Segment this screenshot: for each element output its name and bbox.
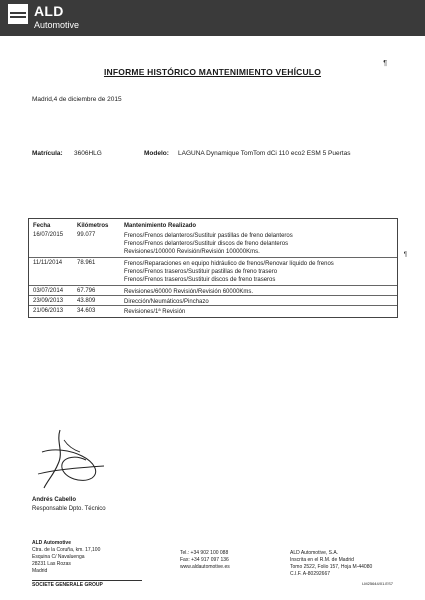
- signer-role: Responsable Dpto. Técnico: [32, 506, 106, 512]
- row-km: 99.077: [77, 232, 96, 238]
- signer-name: Andrés Cabello: [32, 497, 77, 503]
- model-value: LAGUNA Dynamique TomTom dCi 110 eco2 ESM 5 Puertas: [178, 150, 351, 157]
- row-work: [124, 232, 293, 257]
- footer-line: Inscrita en el R.M. de Madrid: [290, 557, 354, 563]
- work-line: Frenos/Frenos delanteros/Sustituir discos de freno delanteros: [124, 241, 289, 248]
- model-label: Modelo:: [144, 150, 169, 157]
- row-km: 67.796: [77, 288, 96, 294]
- footer-tel: Tel.: +34 902 100 088: [180, 550, 229, 556]
- footer-fax: Fax: +34 917 097 136: [180, 557, 229, 563]
- footer-code: LM25644/01.ES7: [362, 581, 393, 586]
- row-work: [124, 308, 185, 316]
- footer-line: Ctra. de la Coruña, km. 17,100: [32, 547, 101, 553]
- work-line: Frenos/Reparaciones en equipo hidráulico de frenos/Renovar líquido de frenos: [124, 261, 334, 267]
- work-line: Frenos/Frenos traseros/Sustituir discos de freno traseros: [124, 277, 276, 284]
- row-km: 34.603: [77, 308, 96, 314]
- header-work: Mantenimiento Realizado: [124, 223, 197, 229]
- footer-line: Esquina C/ Navaluenga: [32, 554, 85, 560]
- footer-group: SOCIETE GENERALE GROUP: [32, 580, 142, 589]
- work-line: Frenos/Frenos delanteros/Sustituir pastillas de freno delanteros: [124, 233, 293, 239]
- footer-line: Tomo 2522, Folio 157, Hoja M-44080: [290, 564, 373, 570]
- row-date: 16/07/2015: [33, 232, 64, 238]
- plate-value: 3606HLG: [74, 150, 102, 157]
- row-work: [124, 288, 253, 296]
- row-km: 78.961: [77, 260, 96, 266]
- table-row: [29, 296, 397, 306]
- footer-line: C.I.F. A-80292667: [290, 571, 331, 577]
- row-date: 21/06/2013: [33, 308, 64, 314]
- footer: [0, 540, 425, 600]
- work-line: Revisiones/60000 Revisión/Revisión 60000Kms.: [124, 289, 254, 295]
- footer-registry: [290, 550, 372, 578]
- footer-address: [32, 540, 100, 575]
- footer-contact: [180, 550, 230, 571]
- row-km: 43.809: [77, 298, 96, 304]
- row-work: [124, 260, 334, 285]
- header-date: Fecha: [33, 223, 51, 229]
- table-row: [29, 286, 397, 296]
- row-work: [124, 298, 209, 306]
- work-line: Frenos/Frenos traseros/Sustituir pastillas de freno trasero: [124, 269, 278, 276]
- header-bar: [0, 0, 425, 36]
- table-row: [29, 258, 397, 286]
- side-mark: ¶: [403, 252, 407, 258]
- document-title: INFORME HISTÓRICO MANTENIMIENTO VEHÍCULO: [103, 67, 322, 77]
- footer-line: ALD Automotive, S.A.: [290, 550, 339, 556]
- row-date: 11/11/2014: [33, 260, 63, 266]
- signature: [34, 422, 114, 497]
- header-km: Kilómetros: [77, 223, 109, 229]
- brand-sub: Automotive: [34, 20, 80, 30]
- maintenance-table: [28, 218, 398, 318]
- table-row: [29, 230, 397, 258]
- ald-logo-icon: [8, 4, 28, 24]
- corner-mark: ¶: [383, 60, 387, 67]
- footer-company: ALD Automotive: [32, 540, 71, 546]
- footer-line: Madrid: [32, 568, 48, 574]
- footer-web: www.aldautomotive.es: [180, 564, 230, 570]
- date-line: Madrid,4 de diciembre de 2015: [32, 96, 122, 103]
- plate-label: Matrícula:: [32, 150, 63, 157]
- vehicle-info: [32, 150, 402, 162]
- work-line: Revisiones/100000 Revisión/Revisión 100000Kms.: [124, 249, 260, 256]
- work-line: Revisiones/1ª Revisión: [124, 309, 186, 315]
- brand-name: ALD: [34, 3, 64, 19]
- table-row: [29, 306, 397, 317]
- work-line: Dirección/Neumáticos/Pinchazo: [124, 299, 209, 305]
- footer-line: 28231 Las Rozas: [32, 561, 71, 567]
- row-date: 03/07/2014: [33, 288, 64, 294]
- row-date: 23/09/2013: [33, 298, 64, 304]
